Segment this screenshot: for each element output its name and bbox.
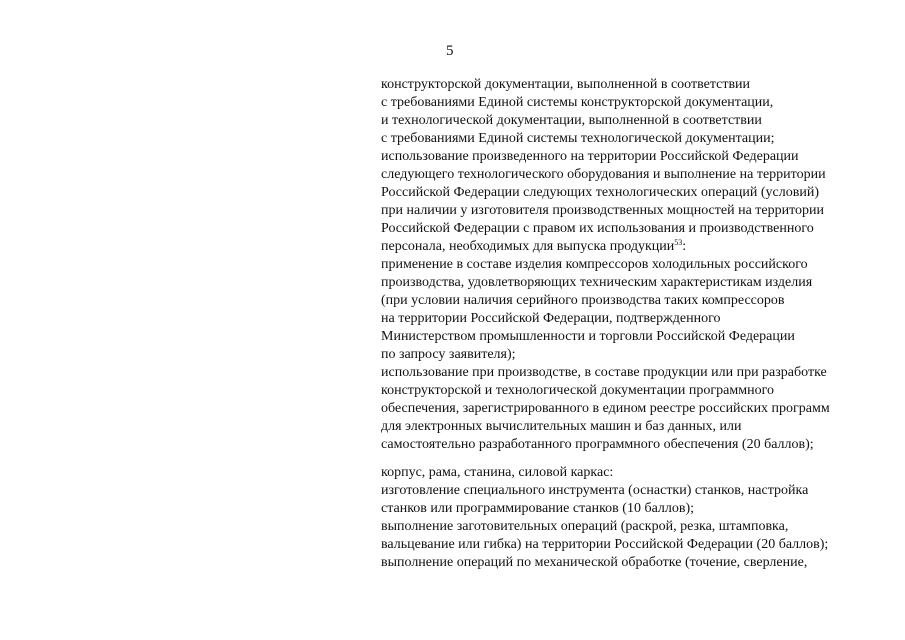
text-line: Министерством промышленности и торговли Российской Федерации [381,329,795,344]
text-line: (при условии наличия серийного производства таких компрессоров [381,293,785,308]
text-line: применение в составе изделия компрессоров холодильных российского [381,257,808,272]
text-line: конструкторской документации, выполненной в соответствии [381,77,751,92]
text-line: на территории Российской Федерации, подтвержденного [381,311,721,326]
page-number: 5 [446,43,454,59]
text-line-with-footnote [381,238,686,256]
text-line: по запросу заявителя); [381,347,516,362]
footnote-marker[interactable]: 53 [674,238,683,247]
text-line: корпус, рама, станина, силовой каркас: [381,465,614,480]
text-line: станков или программирование станков (10 баллов); [381,501,695,516]
text-line: использование при производстве, в составе продукции или при разработке [381,365,827,380]
text-line: Российской Федерации с правом их использования и производственного [381,221,814,236]
text-line: выполнение операций по механической обработке (точение, сверление, [381,555,808,570]
text-line: изготовление специального инструмента (оснастки) станков, настройка [381,483,809,498]
text-line: для электронных вычислительных машин и баз данных, или [381,419,742,434]
text-fragment: персонала, необходимых для выпуска продукции [381,239,675,254]
text-line: вальцевание или гибка) на территории Российской Федерации (20 баллов); [381,537,829,552]
text-line: производства, удовлетворяющих техническим характеристикам изделия [381,275,813,290]
text-line: следующего технологического оборудования и выполнение на территории [381,167,826,182]
text-line: с требованиями Единой системы конструкторской документации, [381,95,774,110]
text-line: выполнение заготовительных операций (раскрой, резка, штамповка, [381,519,789,534]
text-line: использование произведенного на территории Российской Федерации [381,149,799,164]
text-line: Российской Федерации следующих технологических операций (условий) [381,185,819,200]
text-line: конструкторской и технологической документации программного [381,383,774,398]
text-line: при наличии у изготовителя производственных мощностей на территории [381,203,825,218]
text-line: самостоятельно разработанного программного обеспечения (20 баллов); [381,437,814,452]
text-line: обеспечения, зарегистрированного в едином реестре российских программ [381,401,830,416]
punctuation: : [682,239,687,254]
text-line: и технологической документации, выполненной в соответствии [381,113,762,128]
text-line: с требованиями Единой системы технологической документации; [381,131,775,146]
